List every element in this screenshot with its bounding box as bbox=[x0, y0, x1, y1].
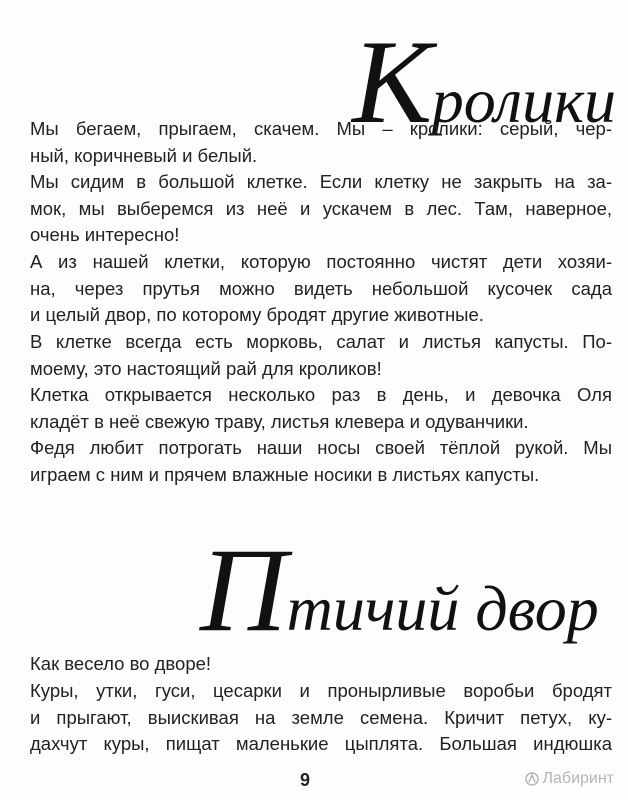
paragraph bbox=[30, 678, 612, 758]
text-line: А из нашей клетки, которую постоянно чистят дети хозяи- bbox=[30, 251, 612, 272]
text-line: Куры, утки, гуси, цесарки и пронырливые воробьи бродят bbox=[30, 680, 612, 701]
paragraph bbox=[30, 382, 612, 435]
text-line: очень интересно! bbox=[30, 224, 180, 245]
text-line: дахчут куры, пищат маленькие цыплята. Большая индюшка bbox=[30, 733, 612, 754]
labirint-logo-icon bbox=[524, 771, 540, 787]
text-line: Федя любит потрогать наши носы своей тёплой рукой. Мы bbox=[30, 437, 612, 458]
watermark bbox=[524, 770, 615, 788]
text-line: ный, коричневый и белый. bbox=[30, 144, 258, 166]
text-line: на, через прутья можно видеть небольшой кусочек сада bbox=[30, 277, 612, 299]
text-line: В клетке всегда есть морковь, салат и листья капусты. По- bbox=[30, 331, 612, 352]
title-drop-cap: П bbox=[200, 523, 287, 656]
text-line: и целый двор, по которому бродят другие животные. bbox=[30, 304, 484, 325]
text-line: Клетка открывается несколько раз в день, и девочка Оля bbox=[30, 384, 612, 405]
text-line: Мы бегаем, прыгаем, скачем. Мы – кролики: серый, чер- bbox=[30, 118, 612, 139]
paragraph bbox=[30, 116, 612, 169]
text-line: играем с ним и прячем влажные носики в листьях капусты. bbox=[30, 463, 540, 485]
paragraph bbox=[30, 329, 612, 382]
title-rest: ролики bbox=[431, 65, 616, 136]
title-rest: тичий двор bbox=[286, 573, 599, 644]
text-line: и прыгают, выискивая на земле семена. Кричит петух, ку- bbox=[30, 706, 612, 728]
text-line: мок, мы выберемся из неё и ускачем в лес. Там, наверное, bbox=[30, 197, 612, 219]
text-line: моему, это настоящий рай для кроликов! bbox=[30, 357, 382, 379]
page-number: 9 bbox=[300, 770, 311, 790]
text-line: Мы сидим в большой клетке. Если клетку не закрыть на за- bbox=[30, 171, 612, 192]
paragraph bbox=[30, 249, 612, 329]
paragraph bbox=[30, 169, 612, 249]
text-line: кладёт в неё свежую траву, листья клевера и одуванчики. bbox=[30, 410, 529, 432]
text-line: Как весело во дворе! bbox=[30, 653, 212, 674]
watermark-text: Лабиринт bbox=[542, 770, 614, 787]
paragraph bbox=[30, 435, 612, 488]
paragraph bbox=[30, 651, 612, 678]
title-drop-cap: К bbox=[352, 15, 432, 148]
section-title-poultry-yard bbox=[200, 523, 599, 656]
